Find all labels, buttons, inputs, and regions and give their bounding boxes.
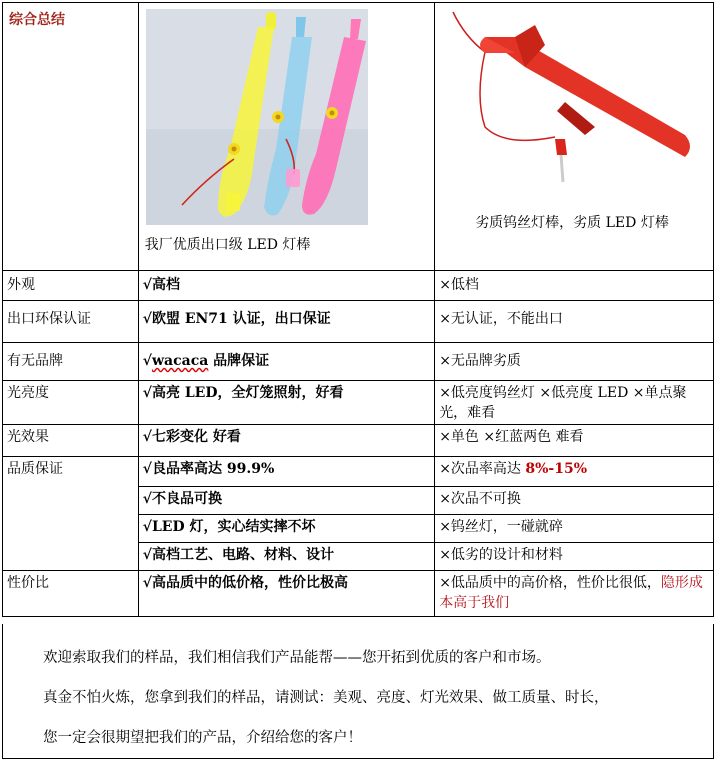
- bad-brightness: ×低亮度钨丝灯 ×低亮度 LED ×单点聚光，难看: [435, 381, 714, 425]
- footer-message: [2, 624, 714, 759]
- bad-durability: ×钨丝灯，一碰就碎: [435, 515, 714, 543]
- bad-replacement: ×次品不可换: [435, 487, 714, 515]
- good-brand: [138, 343, 434, 381]
- check-mark: √: [142, 353, 152, 369]
- good-certification: √欧盟 EN71 认证，出口保证: [138, 301, 434, 343]
- good-replacement: √不良品可换: [138, 487, 434, 515]
- row-label-light-effect: 光效果: [3, 425, 139, 457]
- led-sticks-photo: [146, 9, 368, 225]
- bad-product-cell: [435, 3, 714, 271]
- good-yield: √良品率高达 99.9%: [138, 457, 434, 487]
- row-label-value: 性价比: [3, 571, 139, 617]
- footer-line-2: 真金不怕火炼，您拿到我们的样品，请测试：美观、亮度、灯光效果、做工质量、时长，: [43, 690, 609, 706]
- good-brightness: √高亮 LED，全灯笼照射，好看: [138, 381, 434, 425]
- defect-rate: 8%-15%: [525, 461, 588, 477]
- comparison-table: [2, 2, 714, 617]
- bad-design: ×低劣的设计和材料: [435, 543, 714, 571]
- good-appearance: √高档: [138, 271, 434, 301]
- row-label-quality: 品质保证: [3, 457, 139, 571]
- summary-title: 综合总结: [3, 3, 139, 271]
- bad-brand: ×无品牌劣质: [435, 343, 714, 381]
- good-light-effect: √七彩变化 好看: [138, 425, 434, 457]
- good-product-caption: 我厂优质出口级 LED 灯棒: [144, 237, 311, 253]
- bad-value: [435, 571, 714, 617]
- good-product-cell: [138, 3, 434, 271]
- bad-yield: [435, 457, 714, 487]
- red-stick-photo: [445, 7, 695, 187]
- row-label-brand: 有无品牌: [3, 343, 139, 381]
- brand-suffix: 品牌保证: [208, 353, 270, 369]
- brand-name: wacaca: [151, 353, 209, 369]
- row-label-appearance: 外观: [3, 271, 139, 301]
- good-design: √高档工艺、电路、材料、设计: [138, 543, 434, 571]
- bad-yield-text: ×次品率高达: [439, 461, 526, 477]
- hidden-cost: 隐形成本高于我们: [439, 575, 703, 611]
- row-label-certification: 出口环保认证: [3, 301, 139, 343]
- bad-value-text: ×低品质中的高价格，性价比很低，: [439, 575, 661, 591]
- good-value: √高品质中的低价格，性价比极高: [138, 571, 434, 617]
- bad-light-effect: ×单色 ×红蓝两色 难看: [435, 425, 714, 457]
- bad-certification: ×无认证，不能出口: [435, 301, 714, 343]
- bad-appearance: ×低档: [435, 271, 714, 301]
- bad-product-caption: 劣质钨丝灯棒，劣质 LED 灯棒: [475, 215, 669, 231]
- footer-line-1: 欢迎索取我们的样品，我们相信我们产品能帮——您开拓到优质的客户和市场。: [43, 650, 551, 666]
- row-label-brightness: 光亮度: [3, 381, 139, 425]
- good-durability: √LED 灯，实心结实摔不坏: [138, 515, 434, 543]
- footer-line-3: 您一定会很期望把我们的产品，介绍给您的客户！: [43, 730, 362, 746]
